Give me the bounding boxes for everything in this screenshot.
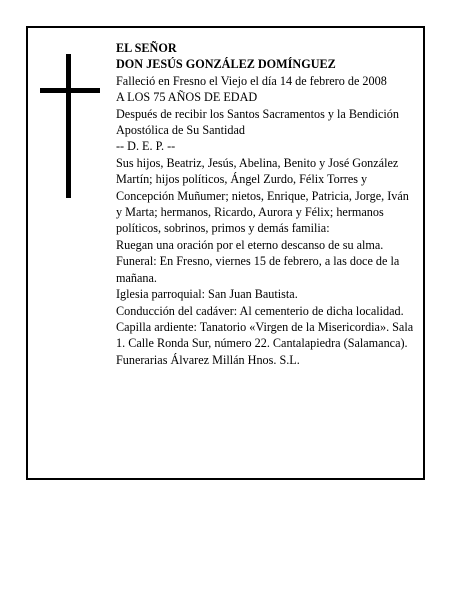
sacraments-text: Después de recibir los Santos Sacramentos y la Bendición Apostólica de Su Santidad <box>116 106 399 138</box>
notice-text <box>116 40 418 368</box>
latin-cross-icon <box>40 54 100 198</box>
cross-vertical-bar <box>66 54 71 198</box>
obituary-notice <box>26 26 425 480</box>
cross-horizontal-bar <box>40 88 100 93</box>
deceased-name: DON JESÚS GONZÁLEZ DOMÍNGUEZ <box>116 57 336 72</box>
rip-text: -- D. E. P. -- <box>116 139 176 154</box>
death-line: Falleció en Fresno el Viejo el día 14 de febrero de 2008 <box>116 73 387 88</box>
family-text: Sus hijos, Beatriz, Jesús, Abelina, Benito y José González Martín; hijos políticos, Ángel Zurdo, Félix Torres y Concepción Muñumer; nietos, Enrique, Patricia, Jorge, Iván y Marta; hermanos, Ricardo, Aurora y Félix; hermanos políticos, sobrinos, primos y demás familia: <box>116 155 409 236</box>
prayer-text: Ruegan una oración por el eterno descanso de su alma. <box>116 237 384 252</box>
title-line: EL SEÑOR <box>116 41 177 55</box>
age-line: A LOS 75 AÑOS DE EDAD <box>116 90 258 105</box>
undertaker-text: Funerarias Álvarez Millán Hnos. S.L. <box>116 352 300 367</box>
church-text: Iglesia parroquial: San Juan Bautista. <box>116 287 298 302</box>
funeral-text: Funeral: En Fresno, viernes 15 de febrero, a las doce de la mañana. <box>116 254 400 285</box>
chapel-text: Capilla ardiente: Tanatorio «Virgen de la Misericordia». Sala 1. Calle Ronda Sur, número 22. Cantalapiedra (Salamanca). <box>116 319 414 351</box>
transport-text: Conducción del cadáver: Al cementerio de dicha localidad. <box>116 303 404 318</box>
